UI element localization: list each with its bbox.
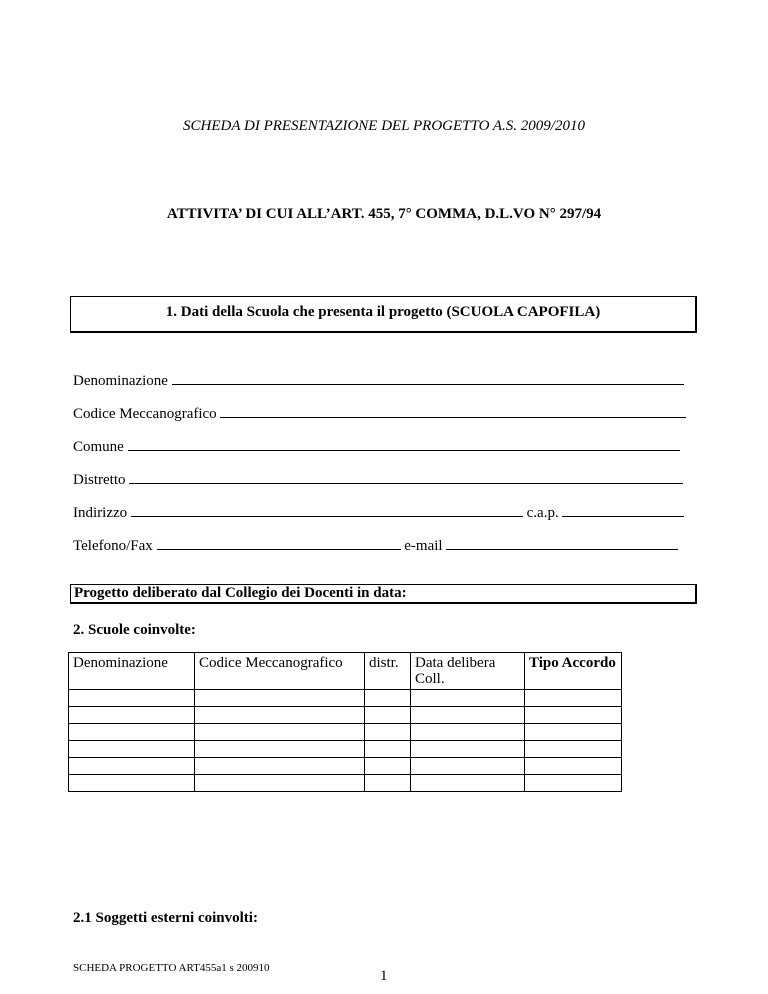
table-cell[interactable] — [195, 775, 365, 792]
document-subtitle: ATTIVITA’ DI CUI ALL’ART. 455, 7° COMMA, D.L.VO N° 297/94 — [166, 206, 602, 222]
table-row — [69, 690, 622, 707]
table-cell[interactable] — [525, 741, 622, 758]
field-telefono — [73, 535, 678, 555]
table-cell[interactable] — [411, 758, 525, 775]
table-cell[interactable] — [365, 690, 411, 707]
table-cell[interactable] — [411, 775, 525, 792]
field-distretto — [73, 469, 683, 489]
section1-heading: 1. Dati della Scuola che presenta il progetto (SCUOLA CAPOFILA) — [165, 304, 601, 320]
table-header-row — [69, 653, 622, 690]
delibera-box[interactable] — [70, 584, 697, 604]
col-distr: distr. — [365, 653, 411, 690]
section21-heading: 2.1 Soggetti esterni coinvolti: — [73, 910, 258, 926]
section2-heading: 2. Scuole coinvolte: — [73, 622, 196, 638]
table-cell[interactable] — [365, 758, 411, 775]
comune-input-line[interactable] — [128, 436, 680, 451]
codice-input-line[interactable] — [220, 403, 686, 418]
table-cell[interactable] — [411, 741, 525, 758]
footer-doc-id: SCHEDA PROGETTO ART455a1 s 200910 — [73, 962, 270, 974]
table-cell[interactable] — [411, 690, 525, 707]
col-data-delibera: Data delibera Coll. — [411, 653, 525, 690]
table-cell[interactable] — [525, 775, 622, 792]
table-row — [69, 724, 622, 741]
table-cell[interactable] — [69, 775, 195, 792]
field-comune — [73, 436, 680, 456]
table-cell[interactable] — [525, 724, 622, 741]
table-row — [69, 741, 622, 758]
cap-input-line[interactable] — [562, 502, 684, 517]
delibera-label: Progetto deliberato dal Collegio dei Docenti in data: — [74, 585, 407, 601]
table-row — [69, 758, 622, 775]
denominazione-input-line[interactable] — [172, 370, 684, 385]
field-codice — [73, 403, 686, 423]
table-cell[interactable] — [525, 690, 622, 707]
table-cell[interactable] — [365, 707, 411, 724]
indirizzo-input-line[interactable] — [131, 502, 523, 517]
table-cell[interactable] — [411, 707, 525, 724]
comune-label: Comune — [73, 439, 124, 455]
table-cell[interactable] — [525, 758, 622, 775]
table-cell[interactable] — [195, 724, 365, 741]
table-cell[interactable] — [411, 724, 525, 741]
document-title: SCHEDA DI PRESENTAZIONE DEL PROGETTO A.S. 2009/2010 — [183, 118, 585, 134]
col-tipo-accordo: Tipo Accordo — [525, 653, 622, 690]
codice-label: Codice Meccanografico — [73, 406, 217, 422]
table-cell[interactable] — [195, 741, 365, 758]
denominazione-label: Denominazione — [73, 373, 168, 389]
col-denominazione: Denominazione — [69, 653, 195, 690]
table-cell[interactable] — [195, 707, 365, 724]
table-row — [69, 707, 622, 724]
table-cell[interactable] — [69, 724, 195, 741]
distretto-input-line[interactable] — [129, 469, 683, 484]
cap-label: c.a.p. — [526, 505, 559, 521]
table-row — [69, 775, 622, 792]
telefono-input-line[interactable] — [157, 535, 401, 550]
scuole-table — [68, 652, 622, 792]
telefono-label: Telefono/Fax — [73, 538, 153, 554]
table-cell[interactable] — [365, 775, 411, 792]
field-indirizzo — [73, 502, 684, 522]
email-input-line[interactable] — [446, 535, 678, 550]
table-cell[interactable] — [69, 758, 195, 775]
distretto-label: Distretto — [73, 472, 126, 488]
table-cell[interactable] — [365, 741, 411, 758]
table-cell[interactable] — [195, 758, 365, 775]
table-cell[interactable] — [525, 707, 622, 724]
field-denominazione — [73, 370, 684, 390]
table-cell[interactable] — [195, 690, 365, 707]
col-codice: Codice Meccanografico — [195, 653, 365, 690]
table-cell[interactable] — [69, 741, 195, 758]
table-cell[interactable] — [69, 690, 195, 707]
indirizzo-label: Indirizzo — [73, 505, 128, 521]
section1-heading-box — [70, 296, 697, 333]
page-number: 1 — [380, 968, 388, 984]
email-label: e-mail — [404, 538, 443, 554]
table-cell[interactable] — [69, 707, 195, 724]
table-cell[interactable] — [365, 724, 411, 741]
